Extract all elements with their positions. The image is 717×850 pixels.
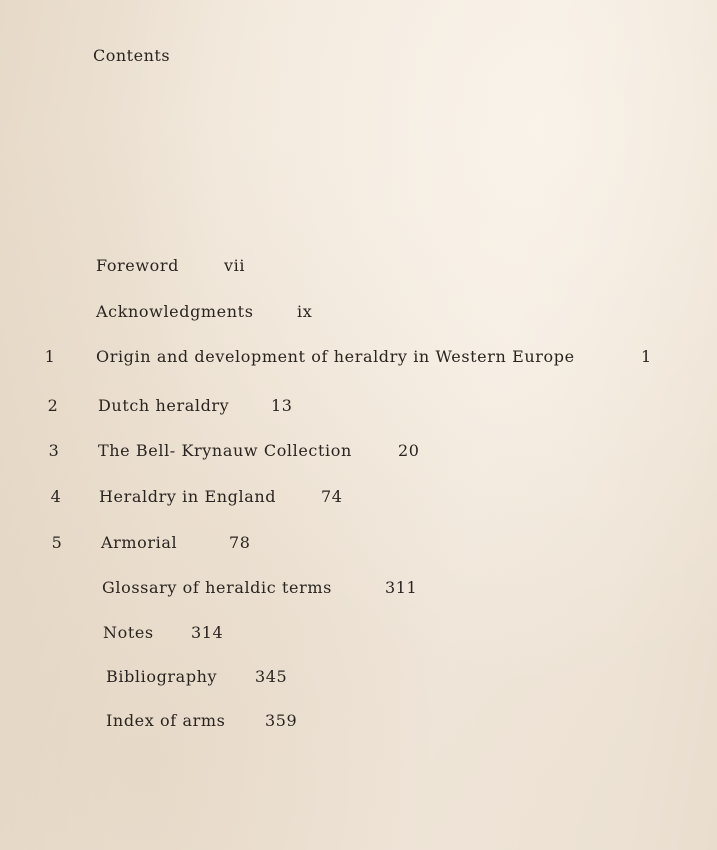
toc-entry-title: Dutch heraldry	[98, 395, 230, 415]
toc-entry-page: 13	[271, 395, 293, 415]
toc-entry-title: Glossary of heraldic terms	[102, 577, 332, 597]
toc-entry-page: vii	[224, 255, 246, 275]
toc-entry-number: 5	[51, 532, 63, 552]
toc-entry-title: Armorial	[101, 532, 178, 552]
toc-entry-page: 1	[641, 346, 652, 366]
toc-entry-page: 359	[265, 710, 298, 730]
toc-entry-title: Notes	[103, 622, 154, 642]
page-title: Contents	[93, 46, 171, 65]
toc-entry-title: The Bell- Krynauw Collection	[98, 440, 352, 460]
toc-entry-page: 311	[385, 577, 418, 597]
toc-entry-page: 78	[229, 532, 251, 552]
toc-entry-page: 345	[255, 666, 288, 686]
toc-entry-title: Index of arms	[106, 710, 226, 730]
toc-entry-number: 3	[48, 440, 60, 460]
toc-entry-page: 74	[321, 486, 343, 506]
toc-entry-page: 20	[398, 440, 420, 460]
toc-entry-number: 1	[44, 346, 56, 366]
toc-entry-title: Foreword	[96, 255, 179, 275]
toc-entry-title: Acknowledgments	[96, 301, 254, 321]
toc-entry-page: ix	[297, 301, 313, 321]
toc-entry-title: Origin and development of heraldry in Western Europe	[96, 346, 575, 366]
toc-entry-number: 2	[47, 395, 59, 415]
toc-entry-number: 4	[50, 486, 62, 506]
toc-entry-title: Bibliography	[106, 666, 218, 686]
toc-entry-page: 314	[191, 622, 224, 642]
toc-entry-title: Heraldry in England	[99, 486, 277, 506]
